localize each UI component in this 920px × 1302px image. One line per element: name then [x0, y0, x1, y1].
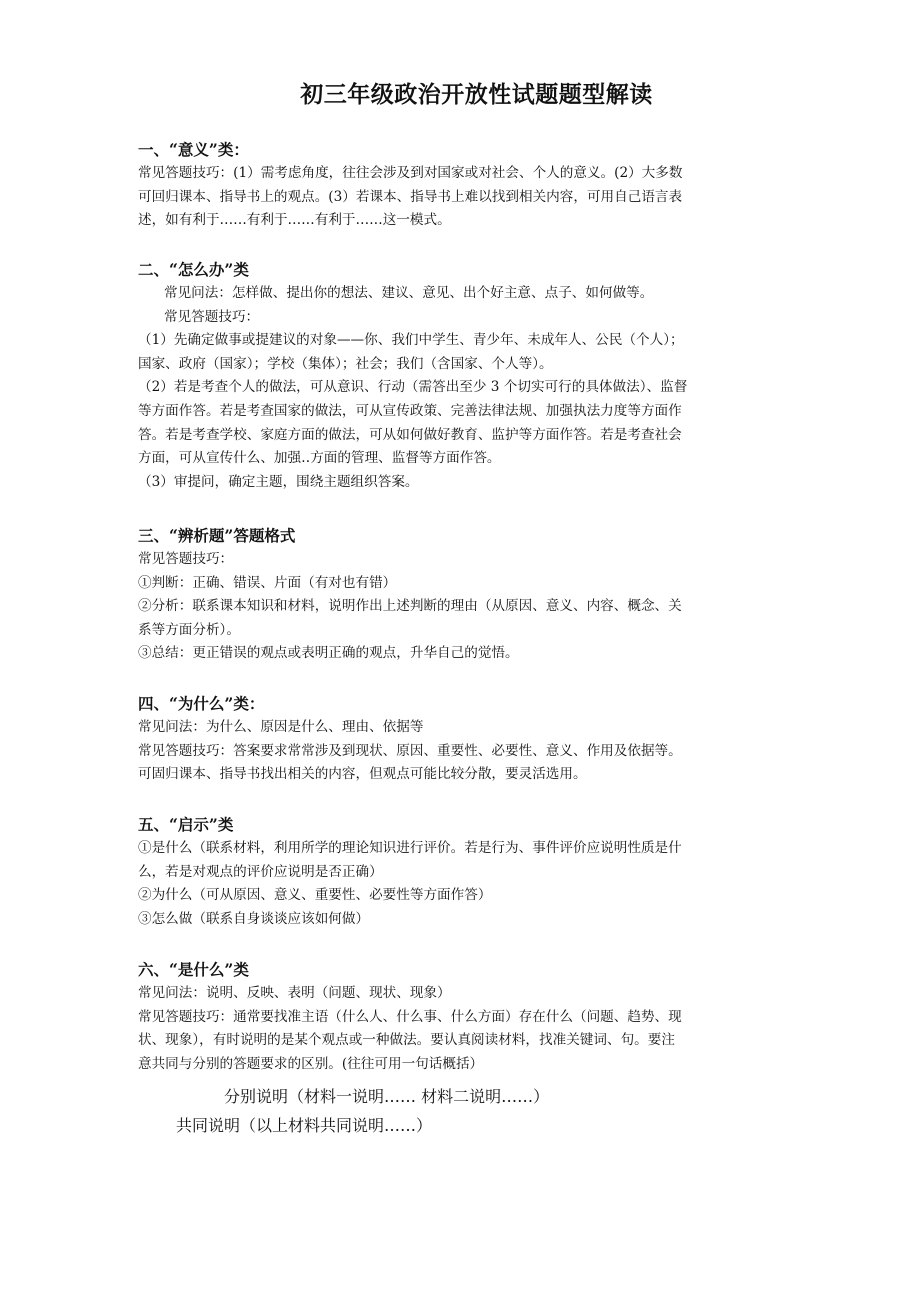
common-explanation-line: 共同说明（以上材料共同说明……）: [176, 1116, 433, 1135]
paragraph-line: 可回归课本、指导书上的观点。(3）若课本、指导书上难以找到相关内容，可用自己语言表: [138, 188, 683, 205]
paragraph-line: （2）若是考查个人的做法，可从意识、行动（需答出至少 3 个切实可行的具体做法）、监督: [138, 379, 688, 396]
separate-explanation-line: 分别说明（材料一说明…… 材料二说明……）: [224, 1087, 550, 1106]
document-title: 初三年级政治开放性试题题型解读: [300, 81, 653, 108]
paragraph-line: 可固归课本、指导书找出相关的内容，但观点可能比较分散，要灵活选用。: [138, 766, 587, 783]
paragraph-line: 常见答题技巧：通常要找准主语（什么人、什么事、什么方面）存在什么（问题、趋势、现: [138, 1008, 682, 1025]
paragraph-line: ①是什么（联系材料，利用所学的理论知识进行评价。若是行为、事件评价应说明性质是什: [138, 840, 682, 856]
paragraph-line: 方面，可从宣传什么、加强‥方面的管理、监督等方面作答。: [138, 450, 501, 467]
section-heading: 五、“启示”类: [138, 815, 234, 834]
paragraph-line: 等方面作答。若是考查国家的做法，可从宣传政策、完善法律法规、加强执法力度等方面作: [138, 402, 682, 419]
paragraph-line: 常见问法：说明、反映、表明（问题、现状、现象）: [138, 985, 451, 1001]
paragraph-line: 述，如有利于‥‥‥有利于‥‥‥有利于‥‥‥这一模式。: [138, 212, 451, 229]
section-analysis-question: [138, 524, 783, 666]
section-what-is: [138, 958, 783, 1076]
paragraph-line: 状、现象），有时说明的是某个观点或一种做法。要认真阅读材料，找准关键词、句。要注: [138, 1032, 675, 1049]
paragraph-line: 系等方面分析）。: [138, 621, 240, 638]
section-what-to-do: [138, 258, 783, 494]
paragraph-line: 常见答题技巧：: [164, 308, 260, 325]
section-heading: 三、“辨析题”答题格式: [138, 526, 296, 545]
paragraph-line: （3）审提问，确定主题，围绕主题组织答案。: [138, 473, 419, 490]
paragraph-line: ③怎么做（联系自身谈谈应该如何做）: [138, 910, 370, 927]
paragraph-line: 意共同与分别的答题要求的区别。(往往可用一句话概括）: [138, 1055, 484, 1072]
section-heading: 二、“怎么办”类: [138, 260, 249, 279]
paragraph-line: 常见答题技巧：(1）需考虑角度，往往会涉及到对国家或对社会、个人的意义。(2）大多数: [138, 165, 683, 181]
section-meaning: [138, 138, 783, 233]
paragraph-line: ③总结：更正错误的观点或表明正确的观点，升华自己的觉悟。: [138, 645, 519, 662]
paragraph-line: 常见问法：怎样做、提出你的想法、建议、意见、出个好主意、点子、如何做等。: [164, 285, 654, 301]
paragraph-line: 常见答题技巧：答案要求常常涉及到现状、原因、重要性、必要性、意义、作用及依据等。: [138, 742, 682, 759]
paragraph-line: 国家、政府（国家）；学校（集体）；社会；我们（含国家、个人等）。: [138, 355, 553, 372]
paragraph-line: ②分析：联系课本知识和材料，说明作出上述判断的理由（从原因、意义、内容、概念、关: [138, 598, 682, 615]
section-heading: 四、“为什么”类：: [138, 694, 265, 713]
paragraph-line: 答。若是考查学校、家庭方面的做法，可从如何做好教育、监护等方面作答。若是考查社会: [138, 426, 682, 443]
section-heading: 一、“意义”类：: [138, 140, 249, 159]
paragraph-line: 常见答题技巧：: [138, 551, 234, 567]
section-inspiration: [138, 813, 783, 931]
paragraph-line: 常见问法：为什么、原因是什么、理由、依据等: [138, 719, 424, 735]
paragraph-line: 么，若是对观点的评价应说明是否正确）: [138, 863, 383, 880]
paragraph-line: （1）先确定做事或提建议的对象——你、我们中学生、青少年、未成年人、公民（个人）；: [138, 332, 684, 349]
section-heading: 六、“是什么”类: [138, 960, 249, 979]
paragraph-line: ②为什么（可从原因、意义、重要性、必要性等方面作答）: [138, 887, 492, 904]
paragraph-line: ①判断：正确、错误、片面（有对也有错）: [138, 574, 397, 591]
section-why: [138, 692, 783, 787]
